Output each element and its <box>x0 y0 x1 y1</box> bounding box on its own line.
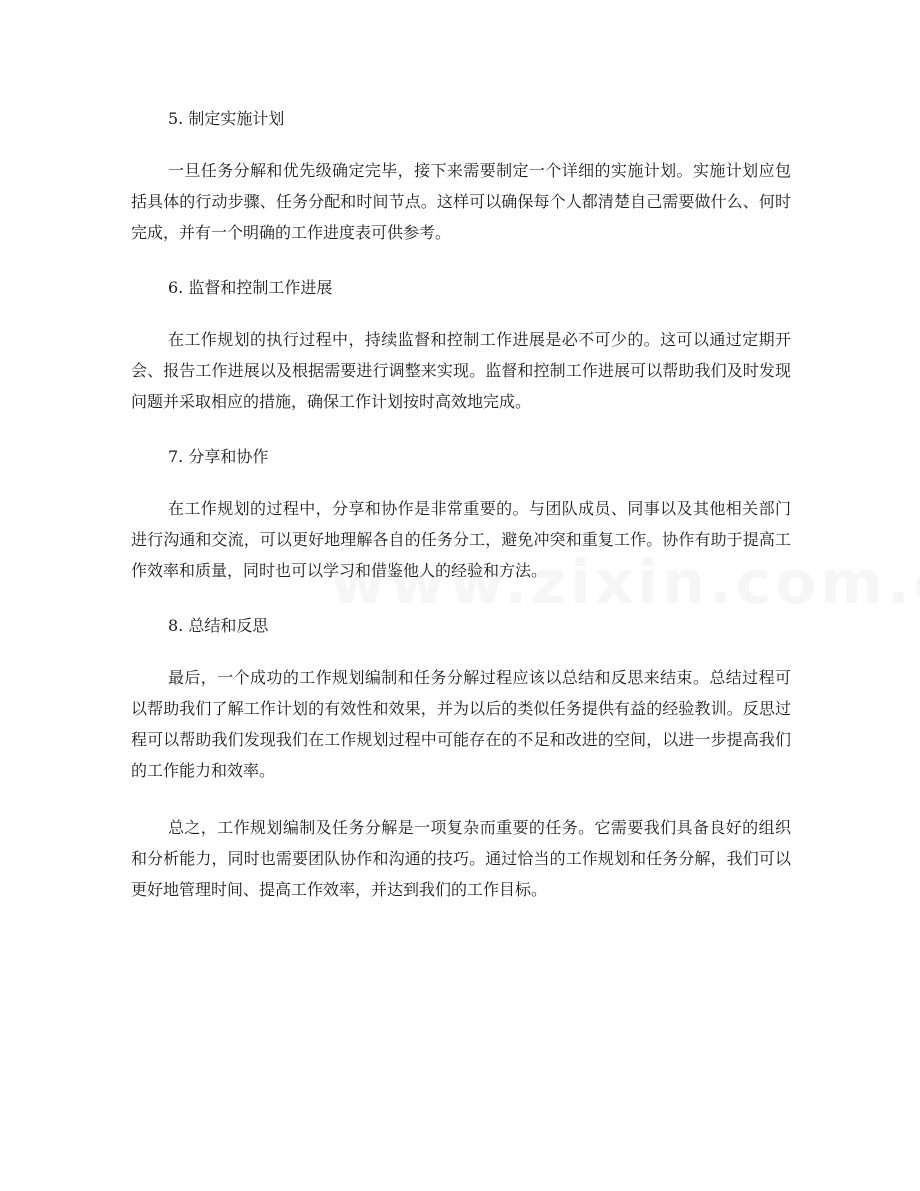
section-heading-8: 8. 总结和反思 <box>168 616 269 635</box>
section-heading-7: 7. 分享和协作 <box>168 447 269 466</box>
section-paragraph-6: 在工作规划的执行过程中，持续监督和控制工作进展是必不可少的。这可以通过定期开会、报告工作进展以及根据需要进行调整来实现。监督和控制工作进展可以帮助我们及时发现问题并采取相应的措施，确保工作计划按时高效地完成。 <box>131 330 791 411</box>
document-body <box>131 103 791 929</box>
section-heading-5: 5. 制定实施计划 <box>168 109 285 128</box>
section-paragraph-8: 最后，一个成功的工作规划编制和任务分解过程应该以总结和反思来结束。总结过程可以帮助我们了解工作计划的有效性和效果，并为以后的类似任务提供有益的经验教训。反思过程可以帮助我们发现我们在工作规划过程中可能存在的不足和改进的空间，以进一步提高我们的工作能力和效率。 <box>131 668 791 780</box>
section-heading-6: 6. 监督和控制工作进展 <box>168 278 333 297</box>
conclusion-paragraph: 总之，工作规划编制及任务分解是一项复杂而重要的任务。它需要我们具备良好的组织和分析能力，同时也需要团队协作和沟通的技巧。通过恰当的工作规划和任务分解，我们可以更好地管理时间、提高工作效率，并达到我们的工作目标。 <box>131 818 791 899</box>
section-paragraph-7: 在工作规划的过程中，分享和协作是非常重要的。与团队成员、同事以及其他相关部门进行沟通和交流，可以更好地理解各自的任务分工，避免冲突和重复工作。协作有助于提高工作效率和质量，同时也可以学习和借鉴他人的经验和方法。 <box>131 499 791 580</box>
section-paragraph-5: 一旦任务分解和优先级确定完毕，接下来需要制定一个详细的实施计划。实施计划应包括具体的行动步骤、任务分配和时间节点。这样可以确保每个人都清楚自己需要做什么、何时完成，并有一个明确的工作进度表可供参考。 <box>131 161 791 242</box>
